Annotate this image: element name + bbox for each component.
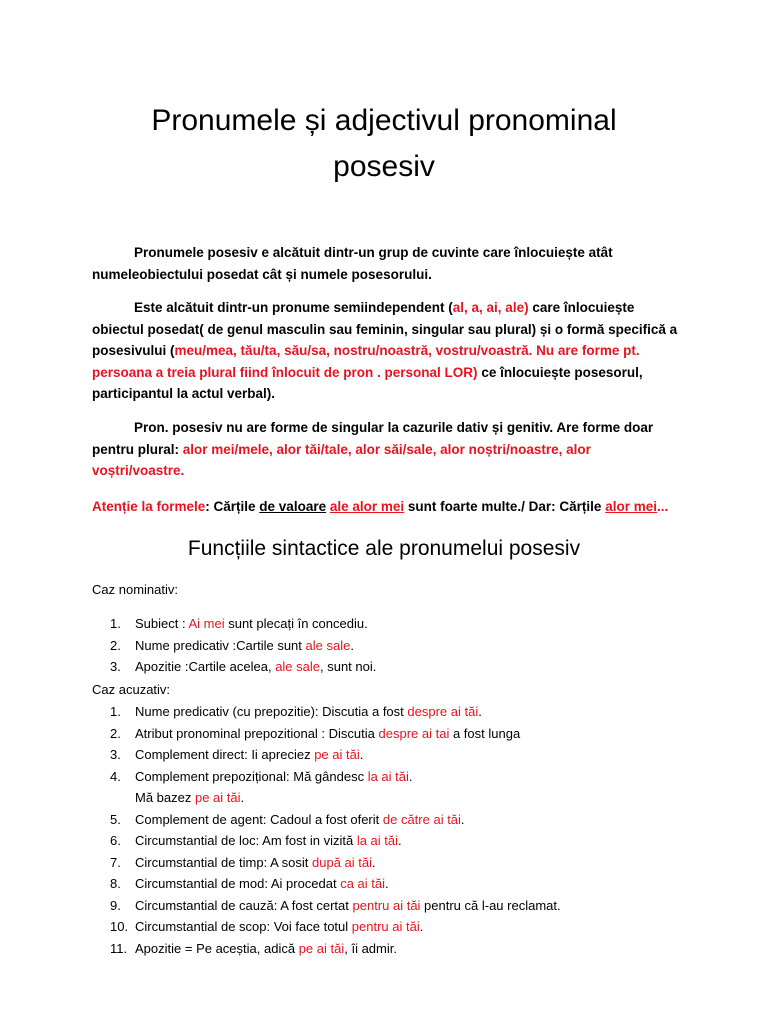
list-number: 7. <box>110 854 121 870</box>
list-text: Mă bazez <box>135 790 195 805</box>
paragraph-attention <box>92 496 692 518</box>
paragraph-composition <box>92 297 692 405</box>
list-text: . <box>398 833 402 848</box>
paragraph-line: obiectul posedat( de genul masculin sau feminin, singular sau plural) și o formă specifică a <box>92 321 678 337</box>
list-text: Nume predicativ (cu prepozitie): Discutia a fost <box>135 704 408 719</box>
paragraph-line: numeleobiectului posedat cât și numele posesorului. <box>92 266 432 282</box>
underlined-text: de valoare <box>259 499 327 514</box>
highlight-text: la ai tăi <box>367 768 409 784</box>
paragraph-line <box>92 362 692 384</box>
list-item <box>92 723 712 745</box>
list-item <box>92 766 712 788</box>
list-text: Complement direct: Ii apreciez <box>135 747 315 762</box>
title-line-2: posesiv <box>333 150 435 183</box>
highlight-text: ale sale <box>305 637 351 653</box>
list-text: , sunt noi. <box>320 659 377 674</box>
list-text: Circumstantial de mod: Ai procedat <box>135 876 341 891</box>
highlight-text: pe ai tăi <box>194 790 241 805</box>
paragraph-line <box>92 340 692 362</box>
highlight-text: Ai mei <box>188 616 225 631</box>
highlight-text: ... <box>656 499 669 514</box>
list-number: 3. <box>110 747 121 762</box>
list-number: 8. <box>110 876 121 891</box>
list-item <box>92 744 712 766</box>
text-run: ce înlocuiește posesorul, <box>477 364 643 380</box>
list-text: . <box>385 876 389 891</box>
highlight-text: la ai tăi <box>356 833 399 848</box>
list-number: 10. <box>110 919 129 934</box>
list-text: pentru că l-au reclamat. <box>420 897 561 913</box>
text-run: care înlocuiește <box>528 300 635 315</box>
list-text: Subiect : <box>135 616 189 631</box>
paragraph-line: Pron. posesiv nu are forme de singular la cazurile dativ și genitiv. Are forme doar <box>134 420 654 435</box>
list-number: 11. <box>110 940 128 956</box>
list-number: 2. <box>110 637 121 653</box>
list-text: Nume predicativ :Cartile sunt <box>135 637 306 653</box>
highlight-text: ale sale <box>275 659 320 674</box>
page-title <box>0 98 768 190</box>
highlight-text: pentru ai tăi <box>352 897 421 913</box>
highlight-text: al, a, ai, ale) <box>452 300 529 315</box>
list-text: Atribut pronominal prepozitional : Discutia <box>135 725 379 741</box>
list-item <box>92 809 712 831</box>
list-number: 1. <box>110 704 121 719</box>
list-number: 5. <box>110 811 121 827</box>
section-heading: Funcțiile sintactice ale pronumelui posesiv <box>187 537 581 560</box>
paragraph-line <box>92 496 692 518</box>
text-run: Este alcătuit dintr-un pronume semiindependent ( <box>134 300 453 315</box>
list-number: 6. <box>110 833 121 848</box>
list-text: Apozitie :Cartile acelea, <box>135 659 276 674</box>
list-text: , îi admir. <box>344 940 397 956</box>
list-text: . <box>350 637 354 653</box>
nominativ-list <box>92 613 712 678</box>
list-text: . <box>359 747 364 762</box>
list-text: Complement de agent: Cadoul a fost oferit <box>135 811 383 827</box>
list-item <box>92 873 712 895</box>
list-number: 1. <box>110 616 121 631</box>
text-run: : Cărțile <box>205 499 260 514</box>
list-text: sunt plecați în concediu. <box>224 616 368 631</box>
highlight-text: pentru ai tăi <box>351 919 420 934</box>
paragraph-line <box>92 297 692 319</box>
paragraph-line: participantul la actul verbal). <box>92 386 276 401</box>
list-text: Apozitie = Pe aceștia, adică <box>135 940 299 956</box>
list-text: a fost lunga <box>449 725 521 741</box>
highlight-text: despre ai tăi <box>407 704 479 719</box>
case-label-nominativ: Caz nominativ: <box>92 582 178 597</box>
highlight-text: pe ai tăi <box>314 747 360 762</box>
list-item <box>92 701 712 723</box>
acuzativ-list <box>92 701 712 959</box>
list-text: Circumstantial de cauză: A fost certat <box>135 897 353 913</box>
case-label-acuzativ: Caz acuzativ: <box>92 682 171 697</box>
list-text: . <box>408 768 413 784</box>
text-run: pentru plural: <box>92 441 183 457</box>
highlight-text: alor mei/mele, alor tăi/tale, alor săi/sale, alor noștri/noastre, alor <box>182 441 591 457</box>
highlight-text: persoana a treia plural fiind înlocuit de pron . personal LOR) <box>92 364 478 380</box>
text-run: sunt foarte multe./ Dar: Cărțile <box>404 499 606 514</box>
highlight-text: ca ai tăi <box>340 876 386 891</box>
list-number: 4. <box>110 768 121 784</box>
text-run: posesivului ( <box>92 343 175 358</box>
list-number: 9. <box>110 897 121 913</box>
highlight-text: pe ai tăi <box>298 940 345 956</box>
paragraph-definition <box>92 242 692 285</box>
list-item <box>92 635 712 657</box>
paragraph-plural-forms <box>92 417 692 482</box>
highlight-underlined-text: ale alor mei <box>329 499 405 514</box>
paragraph-line <box>92 439 692 461</box>
list-text: Circumstantial de scop: Voi face totul <box>135 919 352 934</box>
title-line-1: Pronumele și adjectivul pronominal <box>151 104 617 137</box>
list-text: . <box>419 919 424 934</box>
list-text: . <box>372 854 376 870</box>
list-item <box>92 830 712 852</box>
highlight-text: despre ai tai <box>378 725 450 741</box>
list-item <box>92 852 712 874</box>
list-item <box>92 656 712 678</box>
list-item <box>92 895 712 917</box>
list-item <box>92 916 712 938</box>
highlight-underlined-text: alor mei <box>605 499 657 514</box>
list-item <box>92 613 712 635</box>
list-item <box>92 787 712 809</box>
highlight-text: Atenție la formele <box>92 499 206 514</box>
list-text: Complement prepozițional: Mă gândesc <box>135 768 368 784</box>
highlight-text: de către ai tăi <box>382 811 461 827</box>
highlight-text: după ai tăi <box>312 854 373 870</box>
paragraph-line: voștri/voastre. <box>92 463 185 478</box>
highlight-text: meu/mea, tău/ta, său/sa, nostru/noastră, vostru/voastră. Nu are forme pt. <box>174 343 640 358</box>
list-text: Circumstantial de timp: A sosit <box>135 854 313 870</box>
list-number: 3. <box>110 659 121 674</box>
list-text: . <box>240 790 245 805</box>
list-text: . <box>460 811 465 827</box>
list-text: . <box>478 704 482 719</box>
paragraph-line: Pronumele posesiv e alcătuit dintr-un grup de cuvinte care înlocuiește atât <box>134 245 613 260</box>
list-number: 2. <box>110 725 121 741</box>
list-item <box>92 938 712 960</box>
list-text: Circumstantial de loc: Am fost in vizită <box>135 833 357 848</box>
